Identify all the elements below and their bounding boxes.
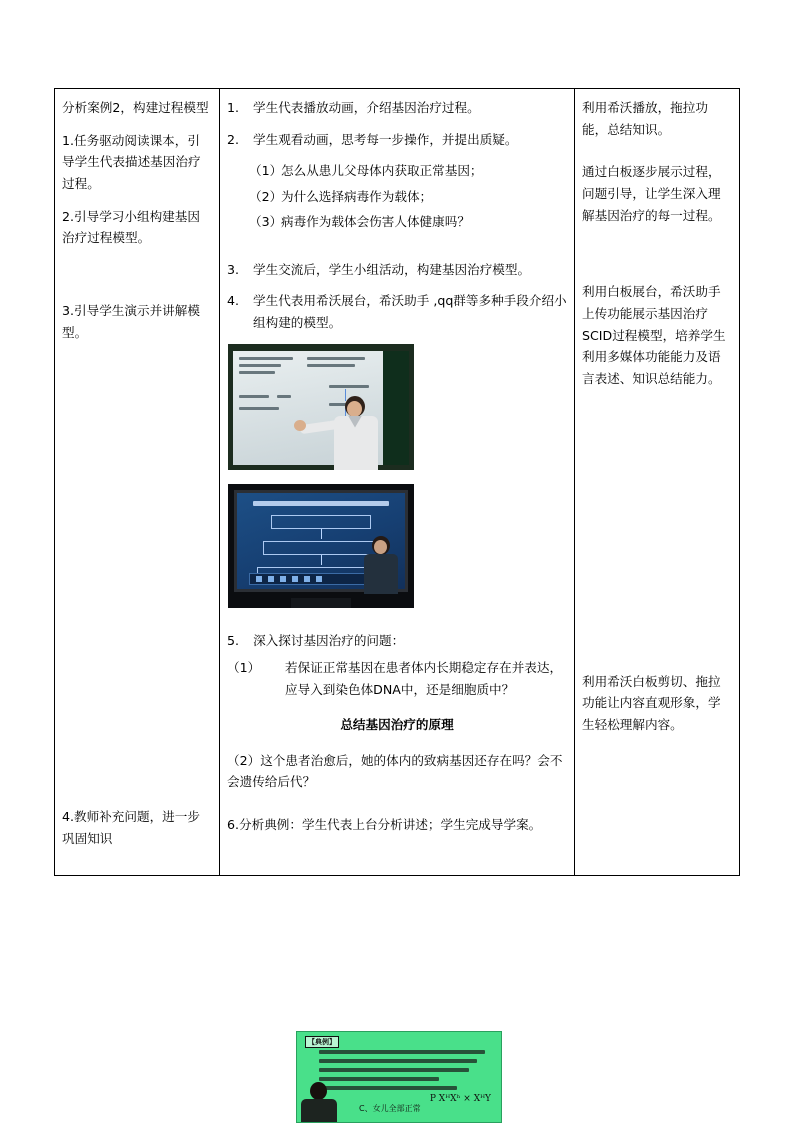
steps-list-2	[227, 259, 567, 334]
summary-heading: 总结基因治疗的原理	[340, 716, 454, 732]
board-stand	[291, 598, 351, 608]
genotype-text: P XᴴXʰ × XᴴY	[429, 1094, 491, 1104]
list-item-text: 若保证正常基因在患者体内长期稳定存在并表达，应导入到染色体DNA中，还是细胞质中？	[285, 660, 563, 697]
step5-question-2: （2）这个患者治愈后，她的体内的致病基因还存在吗？会不会遗传给后代？	[227, 752, 563, 790]
list-item-number: （2）	[249, 188, 283, 204]
step6-text: 6.分析典例：学生代表上台分析讲述；学生完成导学案。	[227, 816, 542, 832]
list-item-number: （1）	[227, 660, 261, 676]
col-a-line-3: 2.引导学习小组构建基因治疗过程模型。	[62, 208, 200, 246]
classroom-whiteboard-photo	[228, 344, 414, 470]
list-item	[227, 160, 567, 181]
list-item-number: （3）	[249, 214, 283, 230]
question-list	[227, 160, 567, 232]
student-activity-cell	[220, 89, 575, 876]
teacher-activity-cell	[55, 89, 220, 876]
spacer	[582, 237, 732, 281]
example-slide-photo	[296, 1031, 502, 1123]
step5-question-list	[227, 657, 567, 700]
col-a-line-2: 1.任务驱动阅读课本，引导学生代表描述基因治疗过程。	[62, 132, 201, 191]
teacher-figure	[334, 396, 378, 470]
spacer	[62, 260, 212, 300]
tech-notes-cell	[575, 89, 740, 876]
note-1: 利用希沃播放，拖拉功能，总结知识。	[582, 100, 708, 137]
smartboard-screen-photo	[228, 484, 414, 608]
lesson-plan-table	[54, 88, 740, 876]
list-item-text: 学生观看动画，思考每一步操作，并提出质疑。	[253, 131, 518, 147]
step5-text: 深入探讨基因治疗的问题：	[253, 632, 405, 648]
list-item-text: 为什么选择病毒作为载体；	[281, 188, 433, 204]
step5-title	[227, 630, 567, 652]
example-slide-title: 【典例】	[305, 1036, 339, 1048]
note-3: 利用白板展台，希沃助手上传功能展示基因治疗SCID过程模型，培养学生利用多媒体功能能力及语言表述、知识总结能力。	[582, 284, 726, 386]
choice-text: C、女儿全部正常	[359, 1104, 421, 1113]
note-2: 通过白板逐步展示过程，问题引导，让学生深入理解基因治疗的每一过程。	[582, 164, 721, 223]
list-item-number: 1.	[227, 100, 240, 115]
student-figure	[364, 536, 398, 594]
list-item-text: 病毒作为载体会伤害人体健康吗？	[281, 214, 470, 230]
whiteboard-surface	[233, 351, 409, 465]
spacer	[227, 237, 567, 259]
spacer	[227, 804, 567, 814]
list-item-text: 学生交流后，学生小组活动，构建基因治疗模型。	[253, 261, 531, 277]
list-item	[227, 211, 567, 232]
step5-number: 5.	[227, 632, 240, 648]
list-item-number: 2.	[227, 131, 240, 147]
list-item	[227, 657, 567, 700]
list-item	[227, 259, 567, 281]
col-a-line-4: 3.引导学生演示并讲解模型。	[62, 302, 200, 340]
list-item-text: 怎么从患儿父母体内获取正常基因；	[281, 163, 483, 179]
table-row	[55, 89, 740, 876]
list-item-text: 学生代表播放动画，介绍基因治疗过程。	[253, 100, 480, 115]
list-item	[227, 290, 567, 333]
note-4: 利用希沃白板剪切、拖拉功能让内容直观形象，学生轻松理解内容。	[582, 673, 721, 732]
spacer	[227, 847, 567, 865]
list-item	[227, 97, 567, 119]
list-item	[227, 129, 567, 151]
list-item	[227, 186, 567, 207]
list-item-number: 4.	[227, 293, 240, 309]
spacer	[62, 354, 212, 806]
list-item-number: （1）	[249, 163, 283, 179]
col-a-line-5: 4.教师补充问题，进一步巩固知识	[62, 809, 200, 846]
spacer	[582, 401, 732, 671]
board-side-panel	[383, 351, 409, 465]
spacer	[582, 151, 732, 161]
list-item-number: 3.	[227, 261, 240, 277]
spacer	[227, 608, 567, 630]
presenter-figure	[301, 1082, 337, 1122]
steps-list-1	[227, 97, 567, 150]
list-item-text: 学生代表用希沃展台，希沃助手 ,qq群等多种手段介绍小组构建的模型。	[253, 293, 567, 330]
col-a-line-1: 分析案例2，构建过程模型	[62, 100, 209, 115]
